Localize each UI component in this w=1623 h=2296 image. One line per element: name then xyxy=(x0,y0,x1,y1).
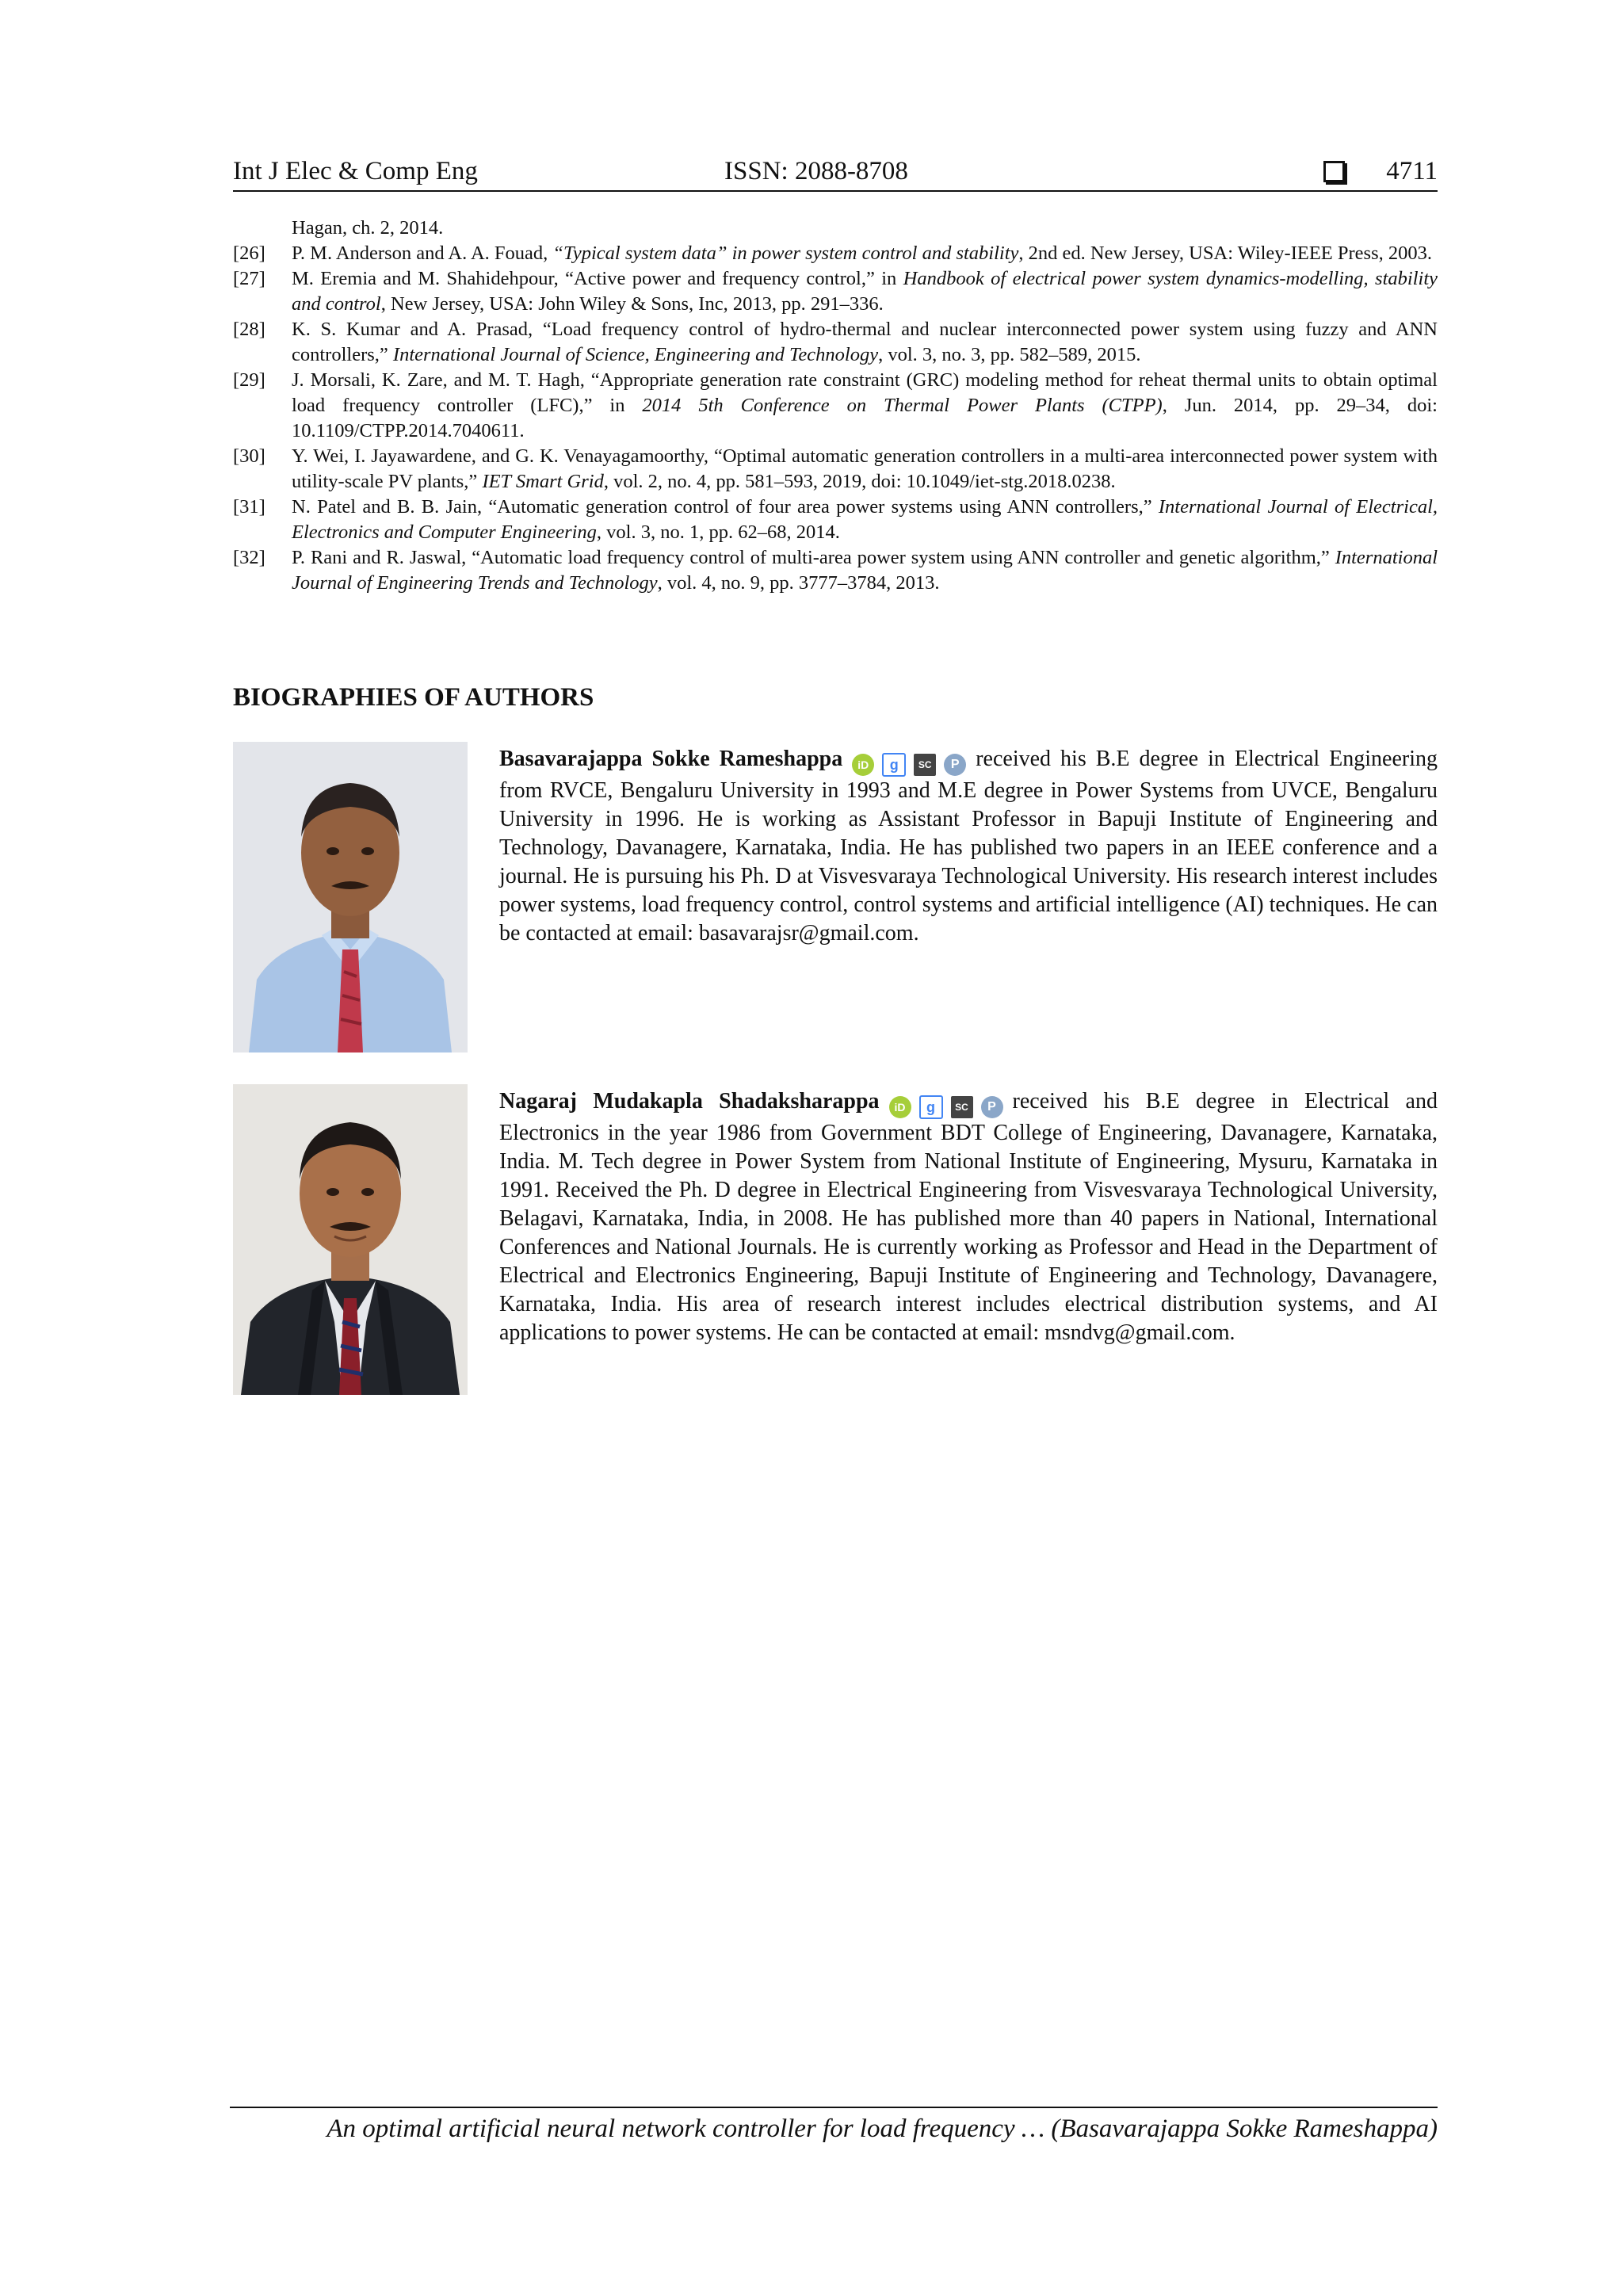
page-number: 4711 xyxy=(1386,157,1438,185)
journal-name: Int J Elec & Comp Eng xyxy=(233,157,478,185)
profile-badges-1 xyxy=(852,753,966,777)
reference-continuation: Hagan, ch. 2, 2014. xyxy=(292,217,444,239)
reference-27: [27] M. Eremia and M. Shahidehpour, “Active power and frequency control,” in Handbook of electrical power system dynamics-modelling, stability and control, New Jersey, USA: John Wiley & Sons, Inc, 2013, pp. 291–336. xyxy=(233,268,1438,315)
reference-number: [29] xyxy=(233,369,265,391)
author-photo-1 xyxy=(233,742,468,1052)
scopus-icon[interactable]: SC xyxy=(914,754,936,776)
profile-badges-2 xyxy=(889,1095,1003,1119)
google-scholar-icon[interactable]: g xyxy=(919,1095,943,1119)
bio-text-1 xyxy=(499,745,1438,948)
reference-number: [31] xyxy=(233,496,265,518)
scopus-icon[interactable]: SC xyxy=(951,1096,973,1118)
author-name-2: Nagaraj Mudakapla Shadaksharappa xyxy=(499,1089,880,1114)
bio-description-2: received his B.E degree in Electrical and Electronics in the year 1986 from Government BDT College of Engineering, Davanagere, Karnataka, India. M. Tech degree in Power System from National Institute of Engineering, Mysuru, Karnataka in 1991. Received the Ph. D degree in Electrical Engineering from Visvesvaraya Technological University, Belagavi, Karnataka, India, in 2008. He has published more than 40 papers in National, International Conferences and National Journals. He is currently working as Professor and Head in the Department of Electrical and Electronics Engineering, Bapuji Institute of Engineering and Technology, Davanagere, Karnataka, India. His area of research interest includes electrical distribution systems, and AI applications to power systems. He can be contacted at email: msndvg@gmail.com. xyxy=(499,1089,1438,1345)
publons-icon[interactable]: P xyxy=(981,1096,1003,1118)
header-right xyxy=(1323,157,1438,186)
orcid-icon[interactable]: iD xyxy=(889,1096,911,1118)
author-name-1: Basavarajappa Sokke Rameshappa xyxy=(499,747,843,771)
bio-text-2 xyxy=(499,1087,1438,1347)
publons-icon[interactable]: P xyxy=(944,754,966,776)
footer-running-title: An optimal artificial neural network controller for load frequency … (Basavarajappa Sokke Rameshappa) xyxy=(327,2115,1438,2143)
author-portrait-2 xyxy=(233,1084,468,1395)
page-footer xyxy=(230,2107,1438,2143)
issn: ISSN: 2088-8708 xyxy=(724,157,908,185)
reference-28: [28] K. S. Kumar and A. Prasad, “Load frequency control of hydro-thermal and nuclear interconnected power system using fuzzy and ANN controllers,” International Journal of Science, Engineering and Technology, vol. 3, no. 3, pp. 582–589, 2015. xyxy=(233,319,1438,365)
author-portrait-1 xyxy=(233,742,468,1052)
reference-31: [31] N. Patel and B. B. Jain, “Automatic generation control of four area power systems using ANN controllers,” International Journal of Electrical, Electronics and Computer Engineering, vol. 3, no. 1, pp. 62–68, 2014. xyxy=(233,496,1438,543)
author-photo-2 xyxy=(233,1084,468,1395)
orcid-icon[interactable]: iD xyxy=(852,754,874,776)
reference-32: [32] P. Rani and R. Jaswal, “Automatic load frequency control of multi-area power system using ANN controller and genetic algorithm,” International Journal of Engineering Trends and Technology, vol. 4, no. 9, pp. 3777–3784, 2013. xyxy=(233,547,1438,594)
bio-description-1: received his B.E degree in Electrical Engineering from RVCE, Bengaluru University in 1993 and M.E degree in Power Systems from UVCE, Bengaluru University in 1996. He is working as Assistant Professor in Bapuji Institute of Engineering and Technology, Davanagere, Karnataka, India. He has published two papers in an IEEE conference and a journal. He is pursuing his Ph. D at Visvesvaraya Technological University. His research interest includes power systems, load frequency control, control systems and artificial intelligence (AI) techniques. He can be contacted at email: basavarajsr@gmail.com. xyxy=(499,747,1438,946)
reference-number: [26] xyxy=(233,243,265,264)
square-bullet-icon xyxy=(1323,161,1345,182)
reference-number: [30] xyxy=(233,445,265,467)
references-list xyxy=(233,216,1438,596)
reference-26: [26] P. M. Anderson and A. A. Fouad, “Typical system data” in power system control and stability, 2nd ed. New Jersey, USA: Wiley-IEEE Press, 2003. xyxy=(233,241,1438,266)
reference-29: [29] J. Morsali, K. Zare, and M. T. Hagh, “Appropriate generation rate constraint (GRC) modeling method for reheat thermal units to obtain optimal load frequency controller (LFC),” in 2014 5th Conference on Thermal Power Plants (CTPP), Jun. 2014, pp. 29–34, doi: 10.1109/CTPP.2014.7040611. xyxy=(233,369,1438,441)
page-header xyxy=(233,155,1438,192)
section-title: BIOGRAPHIES OF AUTHORS xyxy=(233,683,594,712)
google-scholar-icon[interactable]: g xyxy=(882,753,906,777)
reference-number: [32] xyxy=(233,547,265,568)
reference-number: [28] xyxy=(233,319,265,340)
reference-30: [30] Y. Wei, I. Jayawardene, and G. K. Venayagamoorthy, “Optimal automatic generation controllers in a multi-area interconnected power system with utility-scale PV plants,” IET Smart Grid, vol. 2, no. 4, pp. 581–593, 2019, doi: 10.1049/iet-stg.2018.0238. xyxy=(233,445,1438,492)
reference-number: [27] xyxy=(233,268,265,289)
